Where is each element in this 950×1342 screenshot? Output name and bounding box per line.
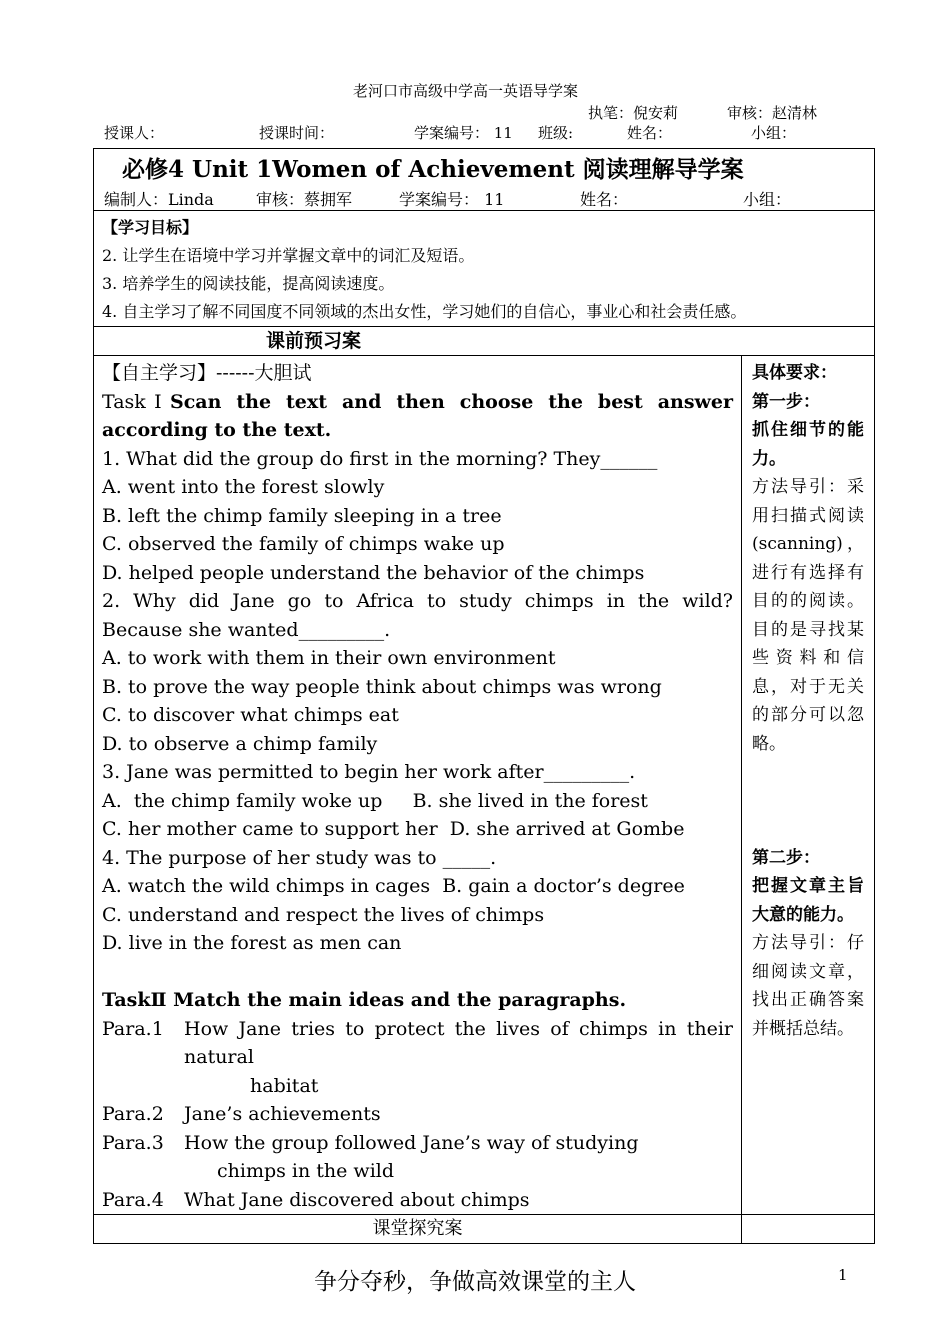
para-idea: How the group followed Jane’s way of studying — [184, 1131, 639, 1154]
explore-heading: 课堂探究案 — [94, 1215, 742, 1244]
para-idea: Jane’s achievements — [184, 1103, 381, 1125]
option-line: D. live in the forest as men can — [102, 932, 402, 954]
match-row — [102, 1186, 733, 1215]
footer-slogan: 争分夺秒，争做高效课堂的主人 — [314, 1269, 636, 1295]
teacher-label: 授课人： — [104, 124, 165, 142]
goal-item: 4. 自主学习了解不同国度不同领域的杰出女性，学习她们的自信心，事业心和社会责任感。 — [102, 302, 747, 321]
option-line: C. understand and respect the lives of chimps — [102, 903, 545, 926]
option-line: A. to work with them in their own environment — [102, 647, 556, 669]
blank-line — [102, 958, 733, 987]
requirements-heading: 具体要求： — [752, 363, 837, 383]
match-row — [102, 1100, 733, 1129]
option-line: C. her mother came to support her D. she arrived at Gombe — [102, 818, 685, 840]
blank-line — [752, 815, 864, 844]
step1-heading: 第一步： — [752, 391, 820, 412]
question-line: 1. What did the group do first in the morning? They______ — [102, 447, 658, 470]
option-line: A. watch the wild chimps in cages B. gain a doctor’s degree — [102, 875, 685, 897]
task1-heading — [102, 388, 733, 445]
question-line: 4. The purpose of her study was to _____. — [102, 846, 497, 869]
goals-heading: 【学习目标】 — [102, 218, 199, 237]
task2-title: TaskⅡ Match the main ideas and the paragraphs. — [102, 989, 627, 1011]
worksheet-table — [93, 148, 875, 1244]
step2-goal: 把握文章主旨大意的能力。 — [752, 876, 865, 925]
writer-label: 执笔：倪安莉 — [588, 104, 679, 122]
option-line: A. the chimp family woke up B. she lived in the forest — [102, 789, 648, 812]
class-label: 班级: — [538, 124, 574, 142]
option-line: D. to observe a chimp family — [102, 732, 378, 755]
step2-heading: 第二步： — [752, 847, 820, 868]
option-line: B. left the chimp family sleeping in a tree — [102, 504, 502, 527]
step1-goal: 抓住细节的能力。 — [752, 420, 865, 469]
blank-line — [752, 758, 864, 787]
match-row — [102, 1129, 733, 1158]
worksheet-title: 必修4 Unit 1Women of Achievement 阅读理解导学案 — [122, 156, 744, 183]
empty-cell — [742, 1215, 875, 1244]
match-row — [102, 1015, 733, 1072]
option-line: C. to discover what chimps eat — [102, 704, 399, 726]
para-idea: What Jane discovered about chimps — [184, 1188, 530, 1211]
option-line: A. went into the forest slowly — [102, 476, 385, 498]
self-study-content — [94, 356, 742, 1215]
para-label: Para.4 — [102, 1188, 164, 1211]
step2-method: 方法导引：仔细阅读文章，找出正确答案并概括总结。 — [752, 933, 865, 1039]
school-header: 老河口市高级中学高一英语导学案 — [353, 82, 579, 100]
option-line: D. helped people understand the behavior of the chimps — [102, 561, 645, 584]
para-label: Para.3 — [102, 1131, 164, 1154]
learning-goals — [94, 211, 875, 327]
task1-title: Scan the text and then choose the best answer according to the text. — [102, 390, 733, 441]
self-study-heading: 【自主学习】------大胆试 — [102, 362, 312, 384]
title-name-label: 姓名： — [580, 190, 629, 209]
requirements-column — [742, 356, 875, 1215]
step1-method: 方法导引：采用扫描式阅读(scanning)，进行有选择有目的的阅读。目的是寻找某些资料和信息，对于无关的部分可以忽略。 — [752, 477, 865, 754]
title-reviewer-label: 审核：蔡拥军 — [256, 190, 353, 209]
time-label: 授课时间： — [259, 124, 335, 142]
question-line: 2. Why did Jane go to Africa to study chimps in the wild? Because she wanted_________. — [102, 590, 733, 641]
title-plan-number: 学案编号： 11 — [399, 190, 505, 209]
plan-number-label: 学案编号： 11 — [414, 124, 513, 142]
title-cell — [94, 149, 875, 211]
para-idea: How Jane tries to protect the lives of chimps in their natural — [184, 1017, 733, 1068]
goal-item: 2. 让学生在语境中学习并掌握文章中的词汇及短语。 — [102, 246, 475, 265]
para-idea-continued: habitat — [250, 1074, 319, 1097]
title-info — [94, 184, 874, 210]
option-line: C. observed the family of chimps wake up — [102, 533, 505, 555]
goal-item: 3. 培养学生的阅读技能，提高阅读速度。 — [102, 274, 395, 293]
para-idea-continued: chimps in the wild — [217, 1160, 395, 1182]
blank-line — [752, 787, 864, 816]
para-label: Para.1 — [102, 1017, 164, 1040]
task1-label: TaskⅠ — [102, 390, 170, 413]
editor-label: 编制人：Linda — [104, 190, 214, 209]
title-group-label: 小组： — [743, 190, 792, 209]
group-label: 小组： — [751, 124, 797, 142]
question-line: 3. Jane was permitted to begin her work after_________. — [102, 761, 636, 783]
preview-heading: 课前预习案 — [94, 327, 875, 356]
page-number: 1 — [838, 1266, 848, 1284]
name-label: 姓名： — [627, 124, 673, 142]
option-line: B. to prove the way people think about chimps was wrong — [102, 675, 662, 698]
reviewer-label: 审核：赵清林 — [727, 104, 818, 122]
para-label: Para.2 — [102, 1103, 164, 1125]
